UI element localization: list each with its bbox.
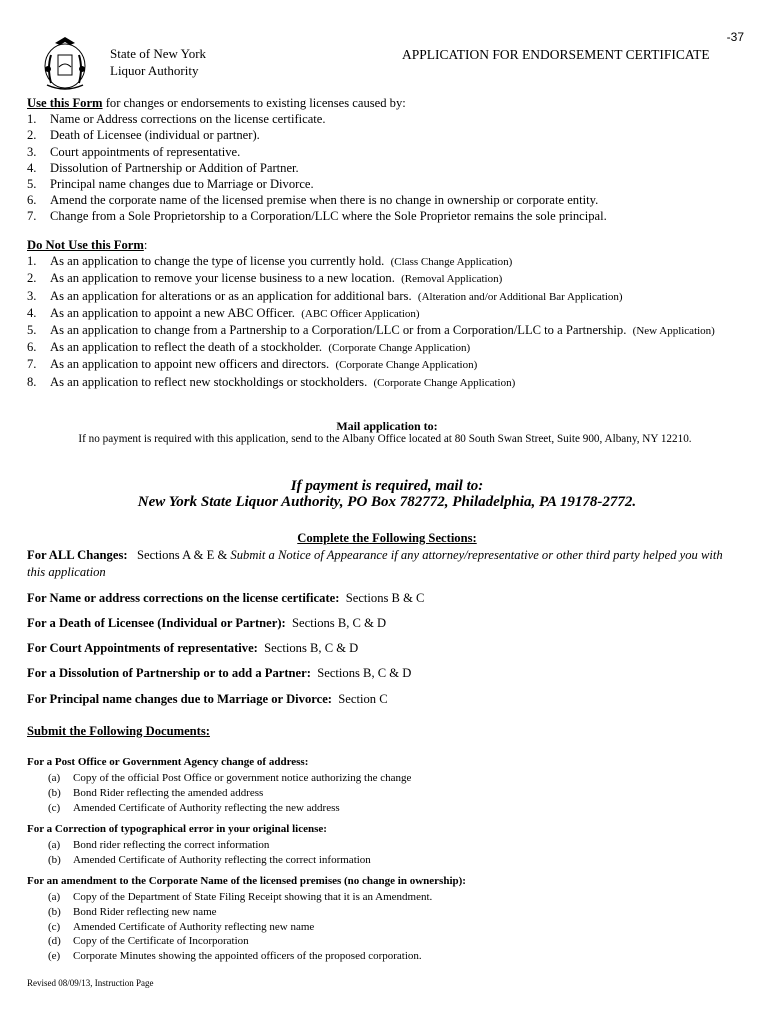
item-number: 2.	[27, 128, 37, 143]
item-number: 4.	[27, 160, 37, 175]
state-seal-logo	[37, 33, 93, 93]
item-text: Death of Licensee (individual or partner).	[50, 128, 260, 143]
section-row	[27, 665, 411, 682]
section-row-value: Sections B & C	[345, 591, 425, 605]
section-row-label: For Name or address corrections on the license certificate:	[27, 591, 340, 605]
section-row	[27, 590, 424, 607]
list-item	[27, 288, 747, 305]
all-changes-value: Sections A & E &	[137, 548, 228, 562]
section-row-value: Section C	[338, 692, 388, 706]
list-item	[27, 253, 747, 270]
document-item-text: Amended Certificate of Authority reflecting new name	[73, 920, 315, 933]
document-group-list	[27, 890, 432, 964]
section-row-label: For Court Appointments of representative:	[27, 641, 258, 655]
mail-heading: Mail application to:	[336, 419, 438, 433]
submit-documents-heading: Submit the Following Documents:	[27, 724, 210, 738]
item-application-type: (New Application)	[632, 325, 715, 338]
document-item-text: Bond Rider reflecting the amended address	[73, 786, 264, 799]
section-row-value: Sections B, C & D	[292, 616, 387, 630]
payment-address: New York State Liquor Authority, PO Box 782772, Philadelphia, PA 19178-2772.	[137, 494, 637, 510]
item-text: As an application to reflect new stockholdings or stockholders.	[50, 374, 368, 389]
page-number: -37	[726, 30, 744, 44]
do-not-use-heading: Do Not Use this Form	[27, 238, 144, 252]
item-text: As an application for alterations or as an application for additional bars.	[50, 288, 412, 303]
list-item	[27, 305, 747, 322]
document-group-list	[27, 838, 371, 868]
document-list	[27, 838, 371, 868]
item-number: 7.	[27, 357, 37, 372]
do-not-use-list	[27, 253, 747, 391]
item-number: 1.	[27, 254, 37, 269]
item-number: 4.	[27, 305, 37, 320]
item-text: Change from a Sole Proprietorship to a Corporation/LLC where the Sole Proprietor remains the sole principal.	[50, 209, 607, 224]
document-item: (e) Corporate Minutes showing the appointed officers of the proposed corporation.	[48, 950, 422, 963]
document-item-text: Copy of the official Post Office or government notice authorizing the change	[73, 772, 412, 784]
list-item	[27, 322, 747, 339]
list-item	[27, 208, 747, 224]
list-item	[27, 339, 747, 356]
document-item: (a) Bond rider reflecting the correct information	[48, 839, 270, 851]
item-text: As an application to change the type of license you currently hold.	[50, 254, 385, 269]
item-application-type: (Removal Application)	[401, 273, 503, 286]
all-changes-note: Submit a Notice of Appearance if any attorney/representative or other third party helped you with this application	[27, 548, 723, 579]
item-application-type: (Corporate Change Application)	[328, 342, 471, 355]
section-row-label: For a Death of Licensee (Individual or Partner):	[27, 616, 286, 630]
document-list	[27, 771, 411, 815]
item-text: As an application to appoint a new ABC Officer.	[50, 305, 295, 320]
list-item	[27, 374, 747, 391]
item-text: As an application to appoint new officers and directors.	[50, 357, 330, 372]
section-row-label: For a Dissolution of Partnership or to add a Partner:	[27, 666, 311, 680]
document-item-text: Bond Rider reflecting new name	[73, 905, 217, 918]
section-row-value: Sections B, C & D	[264, 641, 359, 655]
agency-line-2: Liquor Authority	[110, 63, 199, 78]
document-item: (d) Copy of the Certificate of Incorporation	[48, 935, 249, 948]
item-number: 2.	[27, 271, 37, 286]
item-text: Court appointments of representative.	[50, 144, 241, 159]
document-group-title: For a Post Office or Government Agency change of address:	[27, 756, 309, 768]
item-number: 5.	[27, 323, 37, 338]
revision-footer: Revised 08/09/13, Instruction Page	[27, 978, 154, 988]
list-item	[27, 144, 747, 160]
document-item: (b) Bond Rider reflecting the amended address	[48, 786, 264, 799]
item-application-type: (Corporate Change Application)	[373, 376, 516, 389]
payment-heading: If payment is required, mail to:	[290, 478, 484, 494]
item-application-type: (Alteration and/or Additional Bar Application)	[417, 290, 623, 303]
item-text: As an application to reflect the death of a stockholder.	[50, 340, 323, 355]
item-number: 3.	[27, 144, 37, 159]
section-row	[27, 640, 358, 657]
list-item	[27, 176, 747, 192]
document-group-list	[27, 771, 411, 815]
item-text: As an application to remove your license business to a new location.	[50, 271, 395, 286]
use-form-section	[27, 95, 747, 225]
no-payment-address: If no payment is required with this application, send to the Albany Office located at 80 South Swan Street, Suite 900, Albany, NY 12210.	[78, 433, 692, 445]
all-changes-row	[27, 547, 742, 581]
document-title: APPLICATION FOR ENDORSEMENT CERTIFICATE	[402, 47, 710, 62]
list-item	[27, 160, 747, 176]
document-item-text: Copy of the Certificate of Incorporation	[73, 935, 249, 948]
item-text: Dissolution of Partnership or Addition of Partner.	[50, 160, 299, 175]
item-application-type: (ABC Officer Application)	[301, 307, 420, 320]
document-item: (c) Amended Certificate of Authority reflecting the new address	[48, 801, 340, 814]
section-row	[27, 615, 386, 632]
document-item: (b) Amended Certificate of Authority reflecting the correct information	[48, 853, 371, 866]
item-number: 3.	[27, 288, 37, 303]
use-form-intro-text: for changes or endorsements to existing licenses caused by:	[102, 96, 406, 110]
document-group-title: For a Correction of typographical error in your original license:	[27, 823, 327, 835]
agency-line-1: State of New York	[110, 46, 207, 61]
agency-name	[110, 45, 206, 79]
complete-sections-heading: Complete the Following Sections:	[297, 531, 477, 545]
list-item	[27, 111, 747, 127]
list-item	[27, 127, 747, 143]
item-text: Name or Address corrections on the license certificate.	[50, 112, 326, 127]
document-item: (b) Bond Rider reflecting new name	[48, 905, 217, 918]
item-text: As an application to change from a Partnership to a Corporation/LLC or from a Corporation/LLC to a Partnership.	[50, 323, 627, 338]
item-number: 8.	[27, 374, 37, 389]
all-changes-label: For ALL Changes:	[27, 548, 128, 562]
do-not-use-colon: :	[143, 238, 148, 252]
document-item-text: Amended Certificate of Authority reflecting the correct information	[73, 853, 371, 866]
use-form-list	[27, 111, 747, 224]
list-item	[27, 356, 747, 373]
item-text: Principal name changes due to Marriage or Divorce.	[50, 177, 314, 192]
document-item-text: Copy of the Department of State Filing Receipt showing that it is an Amendment.	[73, 891, 433, 903]
section-row	[27, 691, 388, 708]
list-item	[27, 192, 747, 208]
item-number: 7.	[27, 209, 37, 224]
document-item: (a) Copy of the Department of State Filing Receipt showing that it is an Amendment.	[48, 891, 433, 903]
use-form-intro	[27, 95, 747, 111]
item-number: 1.	[27, 112, 37, 127]
do-not-use-intro	[27, 237, 747, 253]
item-number: 6.	[27, 193, 37, 208]
list-item	[27, 270, 747, 287]
do-not-use-section	[27, 237, 747, 391]
document-item-text: Corporate Minutes showing the appointed officers of the proposed corporation.	[73, 950, 422, 963]
item-application-type: (Class Change Application)	[390, 256, 513, 269]
document-item: (c) Amended Certificate of Authority reflecting new name	[48, 920, 315, 933]
use-form-heading: Use this Form	[27, 96, 103, 110]
item-text: Amend the corporate name of the licensed premise when there is no change in ownership or corporate entity.	[50, 193, 599, 208]
document-group-title: For an amendment to the Corporate Name of the licensed premises (no change in ownership):	[27, 875, 466, 887]
item-application-type: (Corporate Change Application)	[335, 359, 478, 372]
item-number: 5.	[27, 177, 37, 192]
document-item-text: Bond rider reflecting the correct information	[73, 839, 270, 851]
document-item-text: Amended Certificate of Authority reflecting the new address	[73, 801, 340, 814]
document-list	[27, 890, 432, 964]
document-item: (a) Copy of the official Post Office or government notice authorizing the change	[48, 772, 412, 784]
section-row-label: For Principal name changes due to Marriage or Divorce:	[27, 692, 332, 706]
item-number: 6.	[27, 340, 37, 355]
section-row-value: Sections B, C & D	[317, 666, 412, 680]
